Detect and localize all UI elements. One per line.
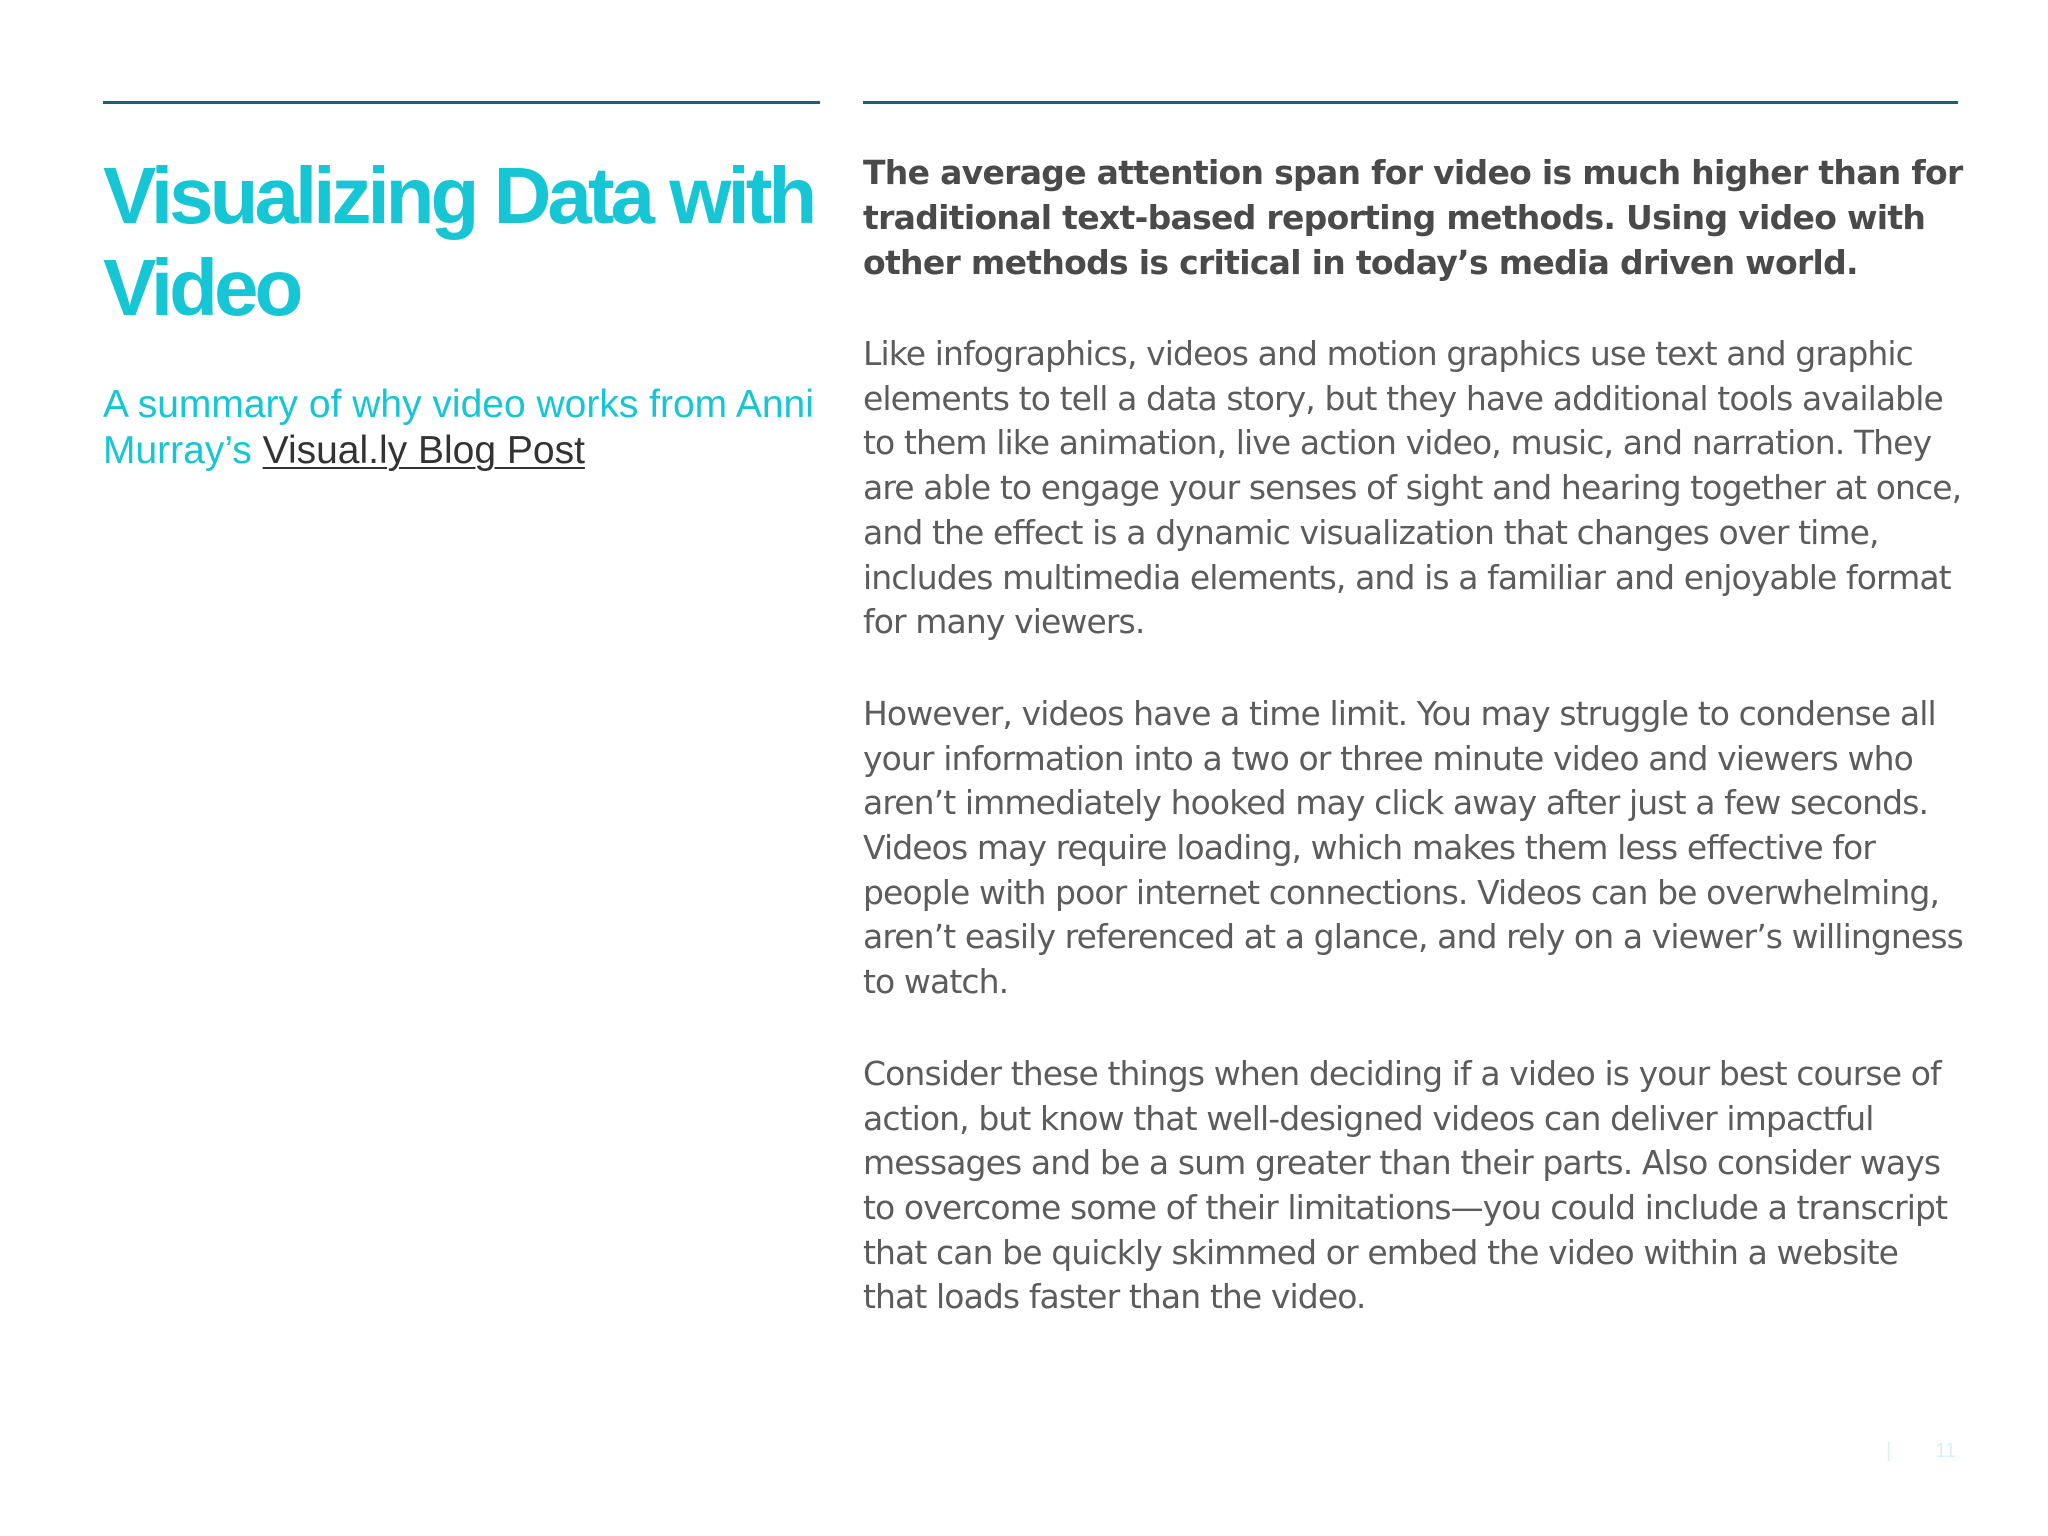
body-paragraph: However, videos have a time limit. You may struggle to condense all your information into a two or three minute video and viewers who aren’t immediately hooked may click away after just a few seconds. Videos may require loading, which makes them less effective for people with poor internet connections. Videos can be overwhelming, aren’t easily referenced at a glance, and rely on a viewer’s willingness to watch.	[863, 693, 1963, 1002]
footer-separator: |	[1886, 1440, 1892, 1462]
page-footer	[1886, 1440, 1956, 1463]
left-divider	[103, 101, 820, 104]
body-paragraph: Consider these things when deciding if a video is your best course of action, but know that well-designed videos can deliver impactful messages and be a sum greater than their parts. Also consider ways to overcome some of their limitations—you could include a transcript that can be quickly skimmed or embed the video within a website that loads faster than the video.	[863, 1053, 1948, 1317]
page-title: Visualizing Data with Video	[103, 151, 814, 332]
body-paragraph: Like infographics, videos and motion graphics use text and graphic elements to tell a data story, but they have additional tools available to them like animation, live action video, music, and narration. They are able to engage your senses of sight and hearing together at once, and the effect is a dynamic visualization that changes over time, includes multimedia elements, and is a familiar and enjoyable format for many viewers.	[863, 334, 1962, 642]
right-divider	[863, 101, 1958, 104]
subtitle-text: A summary of why video works from Anni Murray’s	[103, 383, 814, 472]
sidebar-column	[103, 150, 823, 474]
main-column	[863, 150, 1963, 1320]
lead-paragraph: The average attention span for video is much higher than for traditional text-based reporting methods. Using video with other methods is critical in today’s media driven world.	[863, 153, 1963, 282]
subtitle	[103, 382, 823, 474]
page-number: 11	[1935, 1440, 1956, 1462]
blog-post-link[interactable]: Visual.ly Blog Post	[262, 429, 585, 472]
